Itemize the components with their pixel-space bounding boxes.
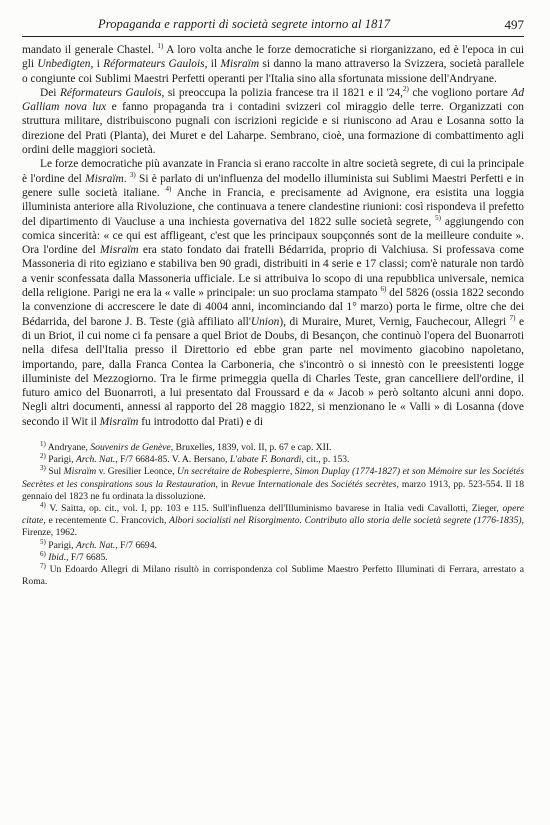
footnote-marker: 6) [40,549,46,558]
italic-text: Albori socialisti nel Risorgimento. Contributo allo storia delle società segrete (1776-1835) [169,515,522,527]
page-number: 497 [504,17,524,32]
text-run: del 5826 (ossia 1822 secondo la convenzione di accrescere le date di 4004 anni, incominciando dal 1° marzo) porta le firme, oltre che dei Bédarrida, del barone J. B. Teste (già affiliato all' [22,287,524,328]
text-run: e di un Briot, il cui nome ci fa pensare a quel Briot de Doubs, di Besançon, che continuò l'opera del Buonarroti nella difesa dell'Italia presso il Direttorio ed ebbe gran parte nel movimento giacobino napoletano, importando, pare, dalla Franca Contea la Carboneria, che s'incontrò o si innestò con le preesistenti logge illuministe del Mezzogiorno. Tra le firme primeggia quella di Charles Teste, gran cancelliere dell'ordine, il futuro amico del Buonarroti, a lui presentato dal Froussard e da « Jacob » però soltanto alcuni anni dopo. Negli altri documenti, annessi al rapporto del 28 maggio 1822, si menzionano le « Valli » di Losanna (dove secondo il Wit il [22,315,525,428]
text-run: , in [215,478,232,490]
footnote-marker: 1) [157,42,164,51]
italic-text: Ad Galliam nova lux [22,86,525,114]
italic-text: Arch. Nat. [75,454,116,466]
italic-text: Misraïm [100,244,139,257]
italic-text: Misraïm [220,58,260,71]
italic-text: Misraïm [85,172,124,185]
text-run: , cit., p. 153. [301,454,350,466]
paragraph [22,157,524,429]
text-run: , e recentemente C. Francovich, [43,515,170,527]
italic-text: Misraïm [99,415,139,428]
text-run: , si preoccupa la polizia francese tra il 1821 e il '24, [161,86,404,99]
running-head: Propaganda e rapporti di società segrete intorno al 1817 [98,17,391,31]
footnote-marker: 4) [165,185,172,194]
footnote [22,454,524,466]
italic-text: Union [250,315,280,328]
italic-text: opere citate [22,503,524,527]
footnote-marker: 2) [40,452,46,461]
footnote [22,439,524,454]
italic-text: L'abate F. Bonardi [229,454,302,466]
text-run: , F/7 6684-85. V. A. Bersano, [115,454,230,466]
text-run: Parigi, [45,454,76,466]
paragraph [22,43,524,86]
footnote [22,466,524,503]
text-run: Si è parlato di un'influenza del modello illuminista sui Sublimi Maestri Perfetti e in genere sulle società italiane. [22,172,524,199]
text-run: era stato fondato dai fratelli Bédarrida, proprio di Valchiusa. Si professava come Massoneria di rito egiziano e stabiliva ben 90 gradi, distribuiti in 4 serie e 17 classi; com'è naturale non tardò a venir sconfessata dalla Massoneria ufficiale. Le si attribuiva lo scopo di una repubblica universale, nemica della religione. Parigi ne era la « valle » principale: un suo proclama stampato [22,244,524,300]
footnote [22,561,524,588]
text-run: Sul [45,466,64,478]
italic-text: Réformateurs Gaulois [103,58,205,71]
footnote [22,549,524,564]
text-run: Anche in Francia, e precisamente ad Avignone, era esistita una loggia illuminista anteriore alla Rivoluzione, che continuava a tenere clandestine riunioni: così rispondeva il prefetto del dipartimento di Vaucluse a una inchiesta governativa del 1822 sulle società segrete, [22,186,525,228]
footnote-marker: 7) [509,313,516,322]
footnote-marker: 4) [40,500,46,509]
italic-text: Revue Internationale des Sociétés secrètes [231,478,397,490]
text-run: fu introdotto dal Prati) e di [138,415,264,428]
text-run: , il [204,58,221,71]
italic-text: Souvenirs de Genève [90,442,171,454]
text-run: Dei [40,86,60,99]
text-run: che vogliono portare [408,86,512,99]
italic-text: Unbedigten [37,58,91,71]
footnote [22,500,524,540]
italic-text: Ibid. [48,551,67,563]
footnote-marker: 6) [380,285,387,294]
text-run: , Firenze, 1962. [22,515,524,539]
text-run: , marzo 1913, pp. 523-554. Il 18 gennaio del 1823 ne fu ordinata la dissoluzione. [22,478,524,502]
footnote-marker: 3) [129,170,136,179]
text-run: Un Edoardo Allegri di Milano risultò in corrispondenza col Sublime Maestro Perfetto Illuminati di Ferrara, arrestato a Roma. [22,564,524,588]
footnote-marker: 2) [403,85,409,94]
page-header [22,16,524,37]
italic-text: Misraïm [63,466,97,478]
footnotes [22,439,524,588]
text-run: ), di Muraire, Muret, Vernig, Fauchecour, Allegri [279,315,510,328]
body-text [22,43,524,429]
italic-text: Un secrétaire de Robespierre, Simon Duplay (1774-1827) et son Mémoire sur les Sociétés Secrètes et les conspirations sous la Restauration [22,466,524,490]
text-run: , i [90,58,104,71]
footnote-marker: 5) [40,537,46,546]
text-run: e fanno propaganda tra i contadini svizzeri col miraggio delle terre. Organizzati con struttura militare, distribuiscono pugnali con iscrizioni regicide e si riuniscono ad Arau e Losanna sotto la direzione del Prati (Planta), dei Muret e del Laharpe. Sembrano, cioè, una formazione di combattimento agli ordini delle maggiori società. [22,101,524,157]
italic-text: Réformateurs Gaulois [59,86,162,99]
footnote-marker: 3) [40,464,46,473]
text-run: si danno la mano attraverso la Svizzera, società parallele o congiunte coi Sublimi Maestri Perfetti operanti per l'Italia sino alla sfortunata missione dell'Andryane. [22,58,524,85]
text-run: V. Saitta, op. cit., vol. I, pp. 103 e 115. Sull'influenza dell'Illuminismo bavarese in Italia vedi Cavallotti, Zieger, [45,503,503,515]
paragraph [22,86,524,157]
text-run: v. Gresilier Leonce, [96,466,178,478]
text-run: A loro volta anche le forze democratiche si riorganizzano, ed è l'epoca in cui gli [22,44,524,71]
footnote-marker: 7) [40,561,46,570]
footnote-marker: 1) [40,439,46,448]
text-run: mandato il generale Chastel. [22,44,158,56]
italic-text: Arch. Nat. [75,539,116,551]
text-run: aggiungendo con comica sincerità: « ce qui est affligeant, c'est que les principaux soupçonnés sont de la meilleure conduite ». Ora l'ordine del [22,215,524,257]
text-run: , F/7 6694. [115,539,157,551]
text-run: Parigi, [45,539,76,551]
text-run: , Bruxelles, 1839, vol. II, p. 67 e cap. XII. [170,442,332,454]
footnote-marker: 5) [435,213,441,222]
text-run: Le forze democratiche più avanzate in Francia si erano raccolte in altre società segrete, di cui la principale è l'ordine del [22,158,524,185]
text-run: , F/7 6685. [66,551,108,563]
footnote [22,537,524,552]
text-run: Andryane, [45,442,91,454]
text-run: . [123,172,130,185]
